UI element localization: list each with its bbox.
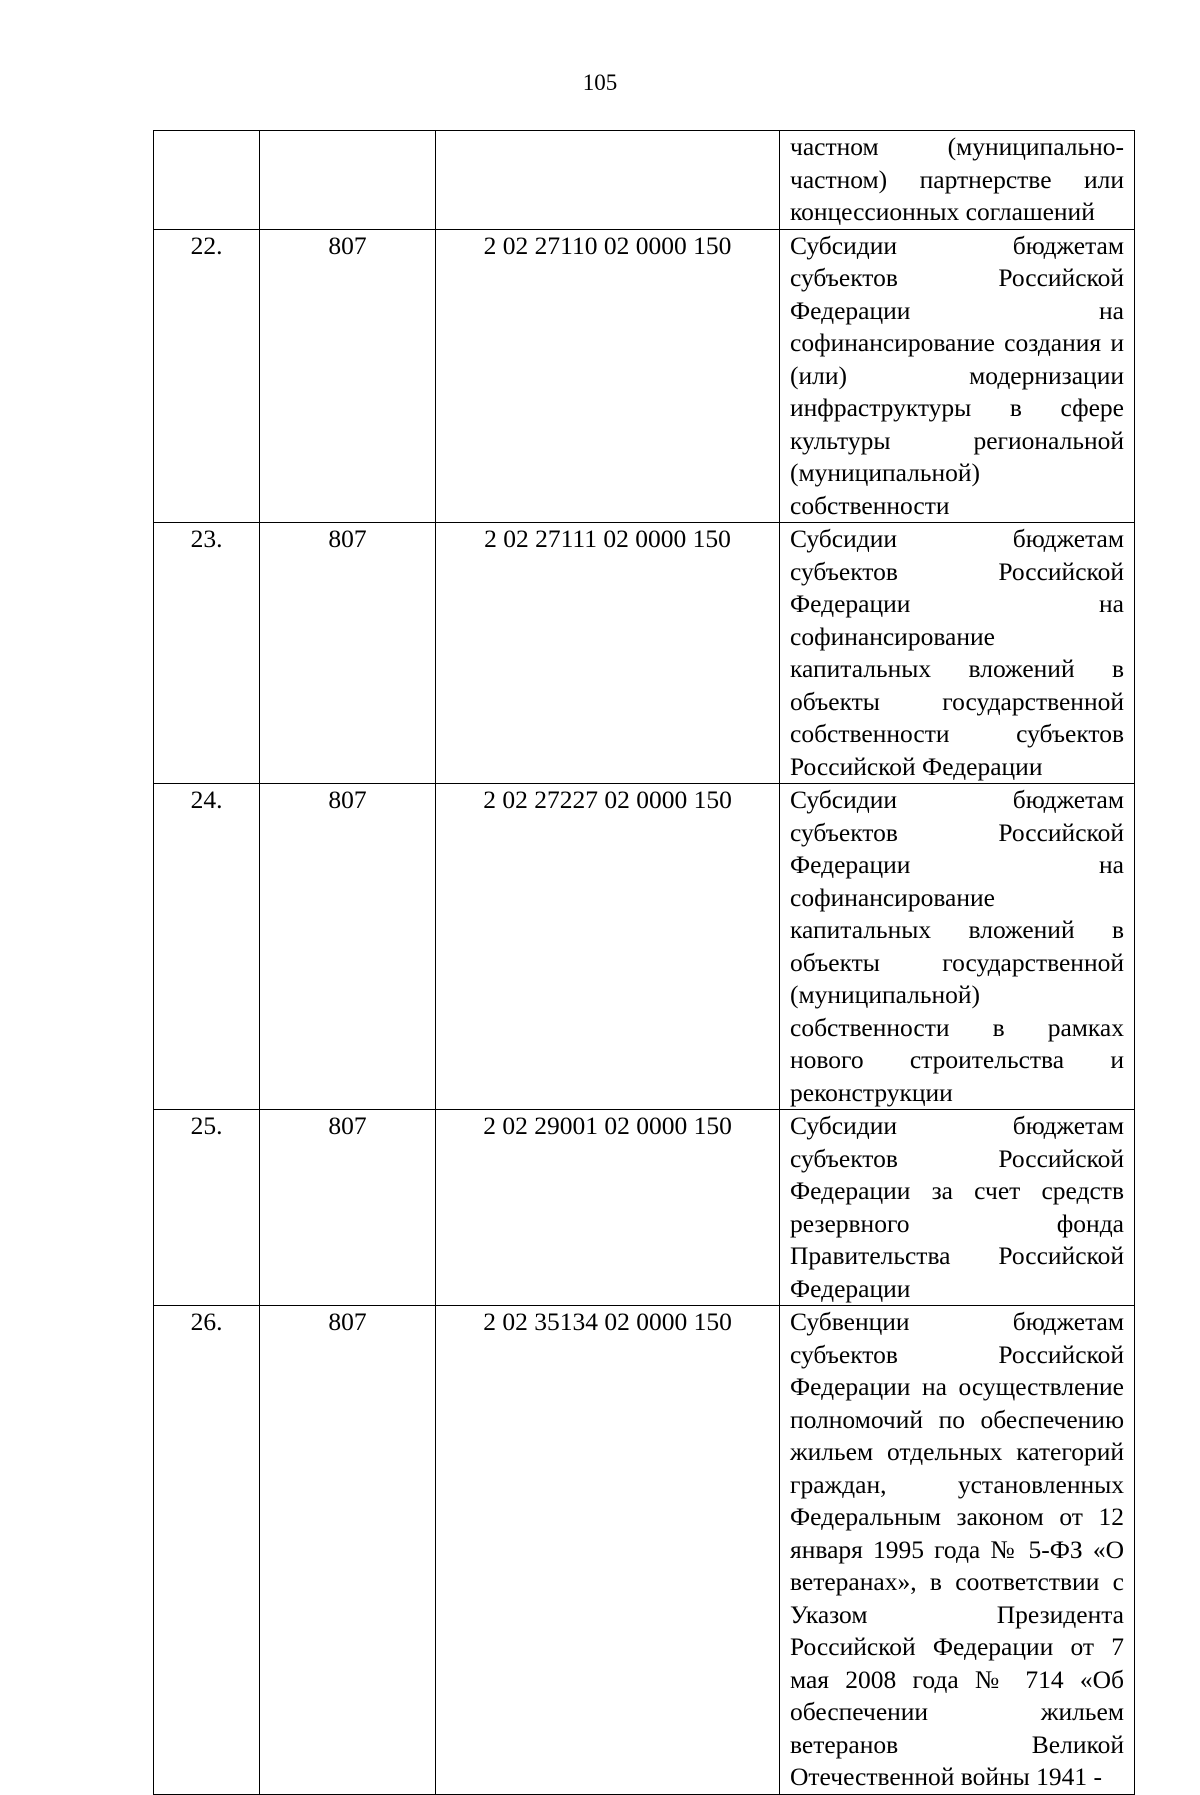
revenue-name-cell	[780, 523, 1135, 784]
table-row	[154, 523, 1135, 784]
admin-code-cell: 807	[260, 1110, 436, 1306]
budget-code-cell: 2 02 35134 02 0000 150	[436, 1306, 780, 1795]
revenue-name-cell	[780, 784, 1135, 1110]
row-number-cell: 26.	[154, 1306, 260, 1795]
row-number-cell: 24.	[154, 784, 260, 1110]
revenue-name-cell	[780, 1306, 1135, 1795]
budget-code-cell: 2 02 29001 02 0000 150	[436, 1110, 780, 1306]
budget-code-cell	[436, 131, 780, 230]
revenue-name-cell	[780, 1110, 1135, 1306]
row-number-cell: 22.	[154, 229, 260, 523]
admin-code-cell: 807	[260, 229, 436, 523]
revenue-name-text: Субвенции бюджетам субъектов Российской Федерации на осуществление полномочий по обеспечению жильем отдельных категорий граждан, установленных Федеральным законом от 12 января 1995 года № 5-ФЗ «О ветеранах», в соответствии с Указом Президента Российской Федерации от 7 мая 2008 года № 714 «Об обеспечении жильем ветеранов Великой Отечественной войны 1941 -	[790, 1307, 1124, 1791]
table-row	[154, 229, 1135, 523]
revenue-name-text: Субсидии бюджетам субъектов Российской Федерации на софинансирование капитальных вложений в объекты государственной собственности субъектов Российской Федерации	[790, 524, 1124, 781]
row-number-cell	[154, 131, 260, 230]
admin-code-cell: 807	[260, 1306, 436, 1795]
table-row	[154, 1306, 1135, 1795]
page-number: 105	[582, 70, 618, 95]
revenue-name-cell	[780, 131, 1135, 230]
budget-code-cell: 2 02 27111 02 0000 150	[436, 523, 780, 784]
row-number-cell: 25.	[154, 1110, 260, 1306]
table-row	[154, 1110, 1135, 1306]
budget-code-cell: 2 02 27110 02 0000 150	[436, 229, 780, 523]
budget-revenue-table	[153, 130, 1135, 1795]
admin-code-cell: 807	[260, 523, 436, 784]
revenue-name-cell	[780, 229, 1135, 523]
budget-code-cell: 2 02 27227 02 0000 150	[436, 784, 780, 1110]
admin-code-cell: 807	[260, 784, 436, 1110]
table-row	[154, 131, 1135, 230]
row-number-cell: 23.	[154, 523, 260, 784]
admin-code-cell	[260, 131, 436, 230]
revenue-name-text: частном (муниципально-частном) партнерстве или концессионных соглашений	[790, 132, 1124, 226]
revenue-name-text: Субсидии бюджетам субъектов Российской Федерации за счет средств резервного фонда Правительства Российской Федерации	[790, 1111, 1124, 1303]
table-row	[154, 784, 1135, 1110]
revenue-name-text: Субсидии бюджетам субъектов Российской Федерации на софинансирование создания и (или) модернизации инфраструктуры в сфере культуры региональной (муниципальной) собственности	[790, 230, 1124, 520]
revenue-name-text: Субсидии бюджетам субъектов Российской Федерации на софинансирование капитальных вложений в объекты государственной (муниципальной) собственности в рамках нового строительства и реконструкции	[790, 785, 1124, 1107]
